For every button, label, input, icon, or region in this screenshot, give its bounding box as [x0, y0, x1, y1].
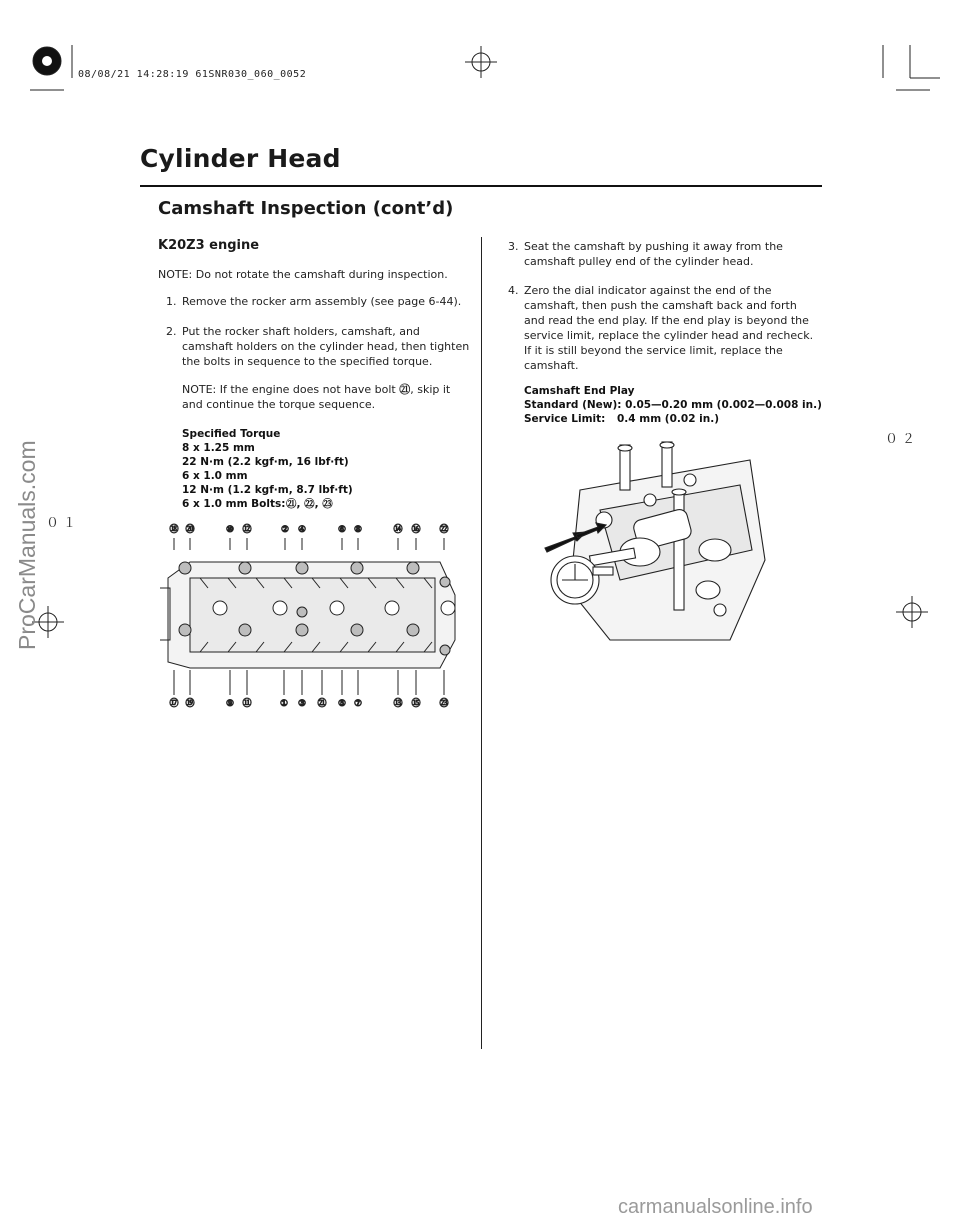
torque-value-2: 12 N·m (1.2 kgf·m, 8.7 lbf·ft): [182, 484, 353, 496]
bolt-circle: [296, 624, 308, 636]
bolt-circle: [351, 562, 363, 574]
section-subtitle: Camshaft Inspection (cont’d): [158, 198, 454, 219]
bottom-bolt-label: ㉑: [317, 699, 327, 709]
dial-indicator-illustration: [540, 440, 770, 640]
end-play-limit-label: Service Limit:: [524, 413, 606, 425]
step-4-line-3: and read the end play. If the end play is beyond the: [524, 314, 809, 327]
note-text: NOTE: Do not rotate the camshaft during inspection.: [158, 268, 448, 281]
bottom-bolt-label: ⑲: [185, 699, 195, 709]
step-1-number: 1.: [166, 295, 177, 308]
top-bolt-label: ②: [280, 525, 290, 535]
top-bolt-label: ⑳: [185, 525, 195, 535]
bottom-bolt-label: ⑮: [411, 699, 421, 709]
torque-bolts-label: 6 x 1.0 mm Bolts:: [182, 498, 286, 510]
torque-size-1: 8 x 1.25 mm: [182, 442, 255, 454]
top-bolt-label: ④: [297, 525, 307, 535]
top-bolt-label: ⑧: [353, 525, 363, 535]
bolt-21: [297, 607, 307, 617]
step-1-text: Remove the rocker arm assembly (see page 6-44).: [182, 295, 462, 308]
top-bolt-label: ㉒: [439, 525, 449, 535]
bottom-bolt-label: ⑪: [242, 699, 252, 709]
cam-journal: [273, 601, 287, 615]
step-3-line-1: Seat the camshaft by pushing it away from the: [524, 240, 783, 253]
bottom-bolt-label: ①: [279, 699, 289, 709]
page-edge-number-right: ０２: [885, 432, 920, 447]
top-bolt-label: ⑭: [393, 525, 403, 535]
engine-heading: K20Z3 engine: [158, 238, 260, 253]
step-2-note-line-2: and continue the torque sequence.: [182, 398, 376, 411]
torque-size-2: 6 x 1.0 mm: [182, 470, 248, 482]
side-watermark: ProCarManuals.com: [14, 440, 40, 650]
step-2-line-3: the bolts in sequence to the specified torque.: [182, 355, 433, 368]
top-bolt-label: ⑱: [169, 525, 179, 535]
title-rule: [140, 185, 822, 187]
top-bolt-label: ⑯: [411, 525, 421, 535]
bottom-bolt-label: ⑨: [225, 699, 235, 709]
bolt-21-ref: ㉑: [399, 383, 411, 396]
bolt-22: [440, 577, 450, 587]
step-2-number: 2.: [166, 325, 177, 338]
end-play-standard: Standard (New): 0.05—0.20 mm (0.002—0.008 in.): [524, 399, 822, 411]
bolt-23: [440, 645, 450, 655]
step-4-line-2: camshaft, then push the camshaft back and forth: [524, 299, 797, 312]
step-3-line-2: camshaft pulley end of the cylinder head.: [524, 255, 754, 268]
step-3-number: 3.: [508, 240, 519, 253]
top-bolt-label: ⑫: [242, 525, 252, 535]
cam-journal: [441, 601, 455, 615]
bolt-sequence-diagram: [160, 520, 470, 710]
step-4-line-4: service limit, replace the cylinder head and recheck.: [524, 329, 814, 342]
cam-journal: [213, 601, 227, 615]
bolt-circle: [179, 624, 191, 636]
step-2-line-2: camshaft holders on the cylinder head, then tighten: [182, 340, 470, 353]
bottom-bolt-label: ⑬: [393, 699, 403, 709]
torque-title: Specified Torque: [182, 428, 281, 440]
bolt-circle: [179, 562, 191, 574]
bottom-bolt-label: ⑦: [353, 699, 363, 709]
bottom-bolt-label: ㉓: [439, 699, 449, 709]
footer-watermark: carmanualsonline.info: [618, 1196, 813, 1218]
torque-value-1: 22 N·m (2.2 kgf·m, 16 lbf·ft): [182, 456, 349, 468]
bolt-circle: [239, 624, 251, 636]
page-title: Cylinder Head: [140, 144, 341, 173]
cam-journal: [330, 601, 344, 615]
bolt-circle: [351, 624, 363, 636]
step-2-line-1: Put the rocker shaft holders, camshaft, and: [182, 325, 420, 338]
cam-journal: [385, 601, 399, 615]
page-edge-number-left: ０１: [46, 516, 81, 531]
top-bolt-label: ⑥: [337, 525, 347, 535]
bottom-bolt-label: ⑤: [337, 699, 347, 709]
head-inner: [190, 578, 435, 652]
top-bolt-label: ⑩: [225, 525, 235, 535]
step-4-line-1: Zero the dial indicator against the end of the: [524, 284, 772, 297]
bolt-circle: [407, 562, 419, 574]
bottom-bolt-label: ⑰: [169, 699, 179, 709]
step-2-note-a: NOTE: If the engine does not have bolt: [182, 383, 400, 396]
bolt-circle: [407, 624, 419, 636]
torque-bolts-values: ㉑, ㉒, ㉓: [286, 498, 333, 510]
print-stamp: 08/08/21 14:28:19 61SNR030_060_0052: [78, 69, 307, 80]
end-play-title: Camshaft End Play: [524, 385, 635, 397]
column-divider: [481, 237, 482, 1049]
end-play-limit-value: 0.4 mm (0.02 in.): [617, 413, 720, 425]
step-4-number: 4.: [508, 284, 519, 297]
step-4-line-5: If it is still beyond the service limit, replace the: [524, 344, 783, 357]
bolt-circle: [239, 562, 251, 574]
step-2-note: [182, 382, 450, 397]
bolt-circle: [296, 562, 308, 574]
step-4-line-6: camshaft.: [524, 359, 579, 372]
bottom-bolt-label: ③: [297, 699, 307, 709]
step-2-note-b: , skip it: [410, 383, 451, 396]
